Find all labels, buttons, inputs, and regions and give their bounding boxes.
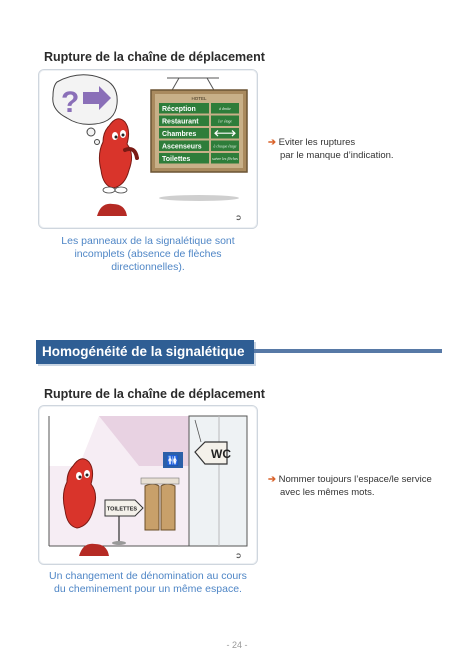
sign-rows: [159, 103, 239, 164]
sign-row-label: Restaurant: [162, 118, 199, 126]
question-mark-icon: ?: [61, 86, 80, 119]
sign-row-label: Réception: [162, 106, 196, 113]
svg-text:➲: ➲: [235, 551, 242, 560]
note-1: [268, 136, 394, 162]
note-1-line: Eviter les ruptures: [278, 137, 356, 148]
sign-header: HOTEL: [191, 96, 207, 101]
section-banner: [36, 340, 442, 364]
toilettes-sign: TOILETTES: [106, 506, 138, 513]
caption-2-line: Un changement de dénomination au cours: [49, 570, 247, 582]
page-number: - 24 -: [226, 640, 248, 650]
banner-title: Homogénéité de la signalétique: [36, 340, 254, 364]
toilet-pictogram-icon: 🚻: [166, 456, 180, 467]
illustration-frame-2: [38, 405, 258, 565]
caption-1-line: directionnelles).: [111, 261, 185, 273]
sign-row-label: Chambres: [162, 131, 197, 138]
sign-row-direction: à droite: [219, 107, 231, 112]
caption-1-line: incomplets (absence de flèches: [74, 248, 222, 260]
sign-row-label: Ascenseurs: [162, 143, 202, 151]
note-2-line: Nommer toujours l’espace/le service: [278, 474, 432, 485]
sign-row-direction: 1er étage: [217, 119, 233, 124]
section-title-2: Rupture de la chaîne de déplacement: [44, 387, 265, 401]
note-1-line: par le manque d’indication.: [280, 150, 394, 161]
wc-illustration: [39, 406, 257, 564]
wc-sign: WC: [211, 447, 231, 461]
svg-text:➲: ➲: [235, 213, 242, 222]
caption-2: [40, 570, 256, 596]
sign-row-direction: suivre les flèches: [212, 157, 238, 162]
caption-1: [40, 235, 256, 274]
caption-2-line: du cheminement pour un même espace.: [54, 583, 242, 595]
illustration-frame-1: [38, 69, 258, 229]
arrow-right-icon: ➔: [268, 474, 276, 485]
sign-row-label: Toilettes: [162, 156, 191, 163]
section-title-1: Rupture de la chaîne de déplacement: [44, 50, 265, 64]
banner-rule: [254, 349, 442, 353]
arrow-right-icon: ➔: [268, 137, 276, 148]
note-2-line: avec les mêmes mots.: [280, 487, 375, 498]
sign-row-direction: à chaque étage: [213, 144, 237, 149]
note-2: [268, 473, 432, 499]
caption-1-line: Les panneaux de la signalétique sont: [61, 235, 235, 247]
signage-illustration: [39, 70, 257, 228]
